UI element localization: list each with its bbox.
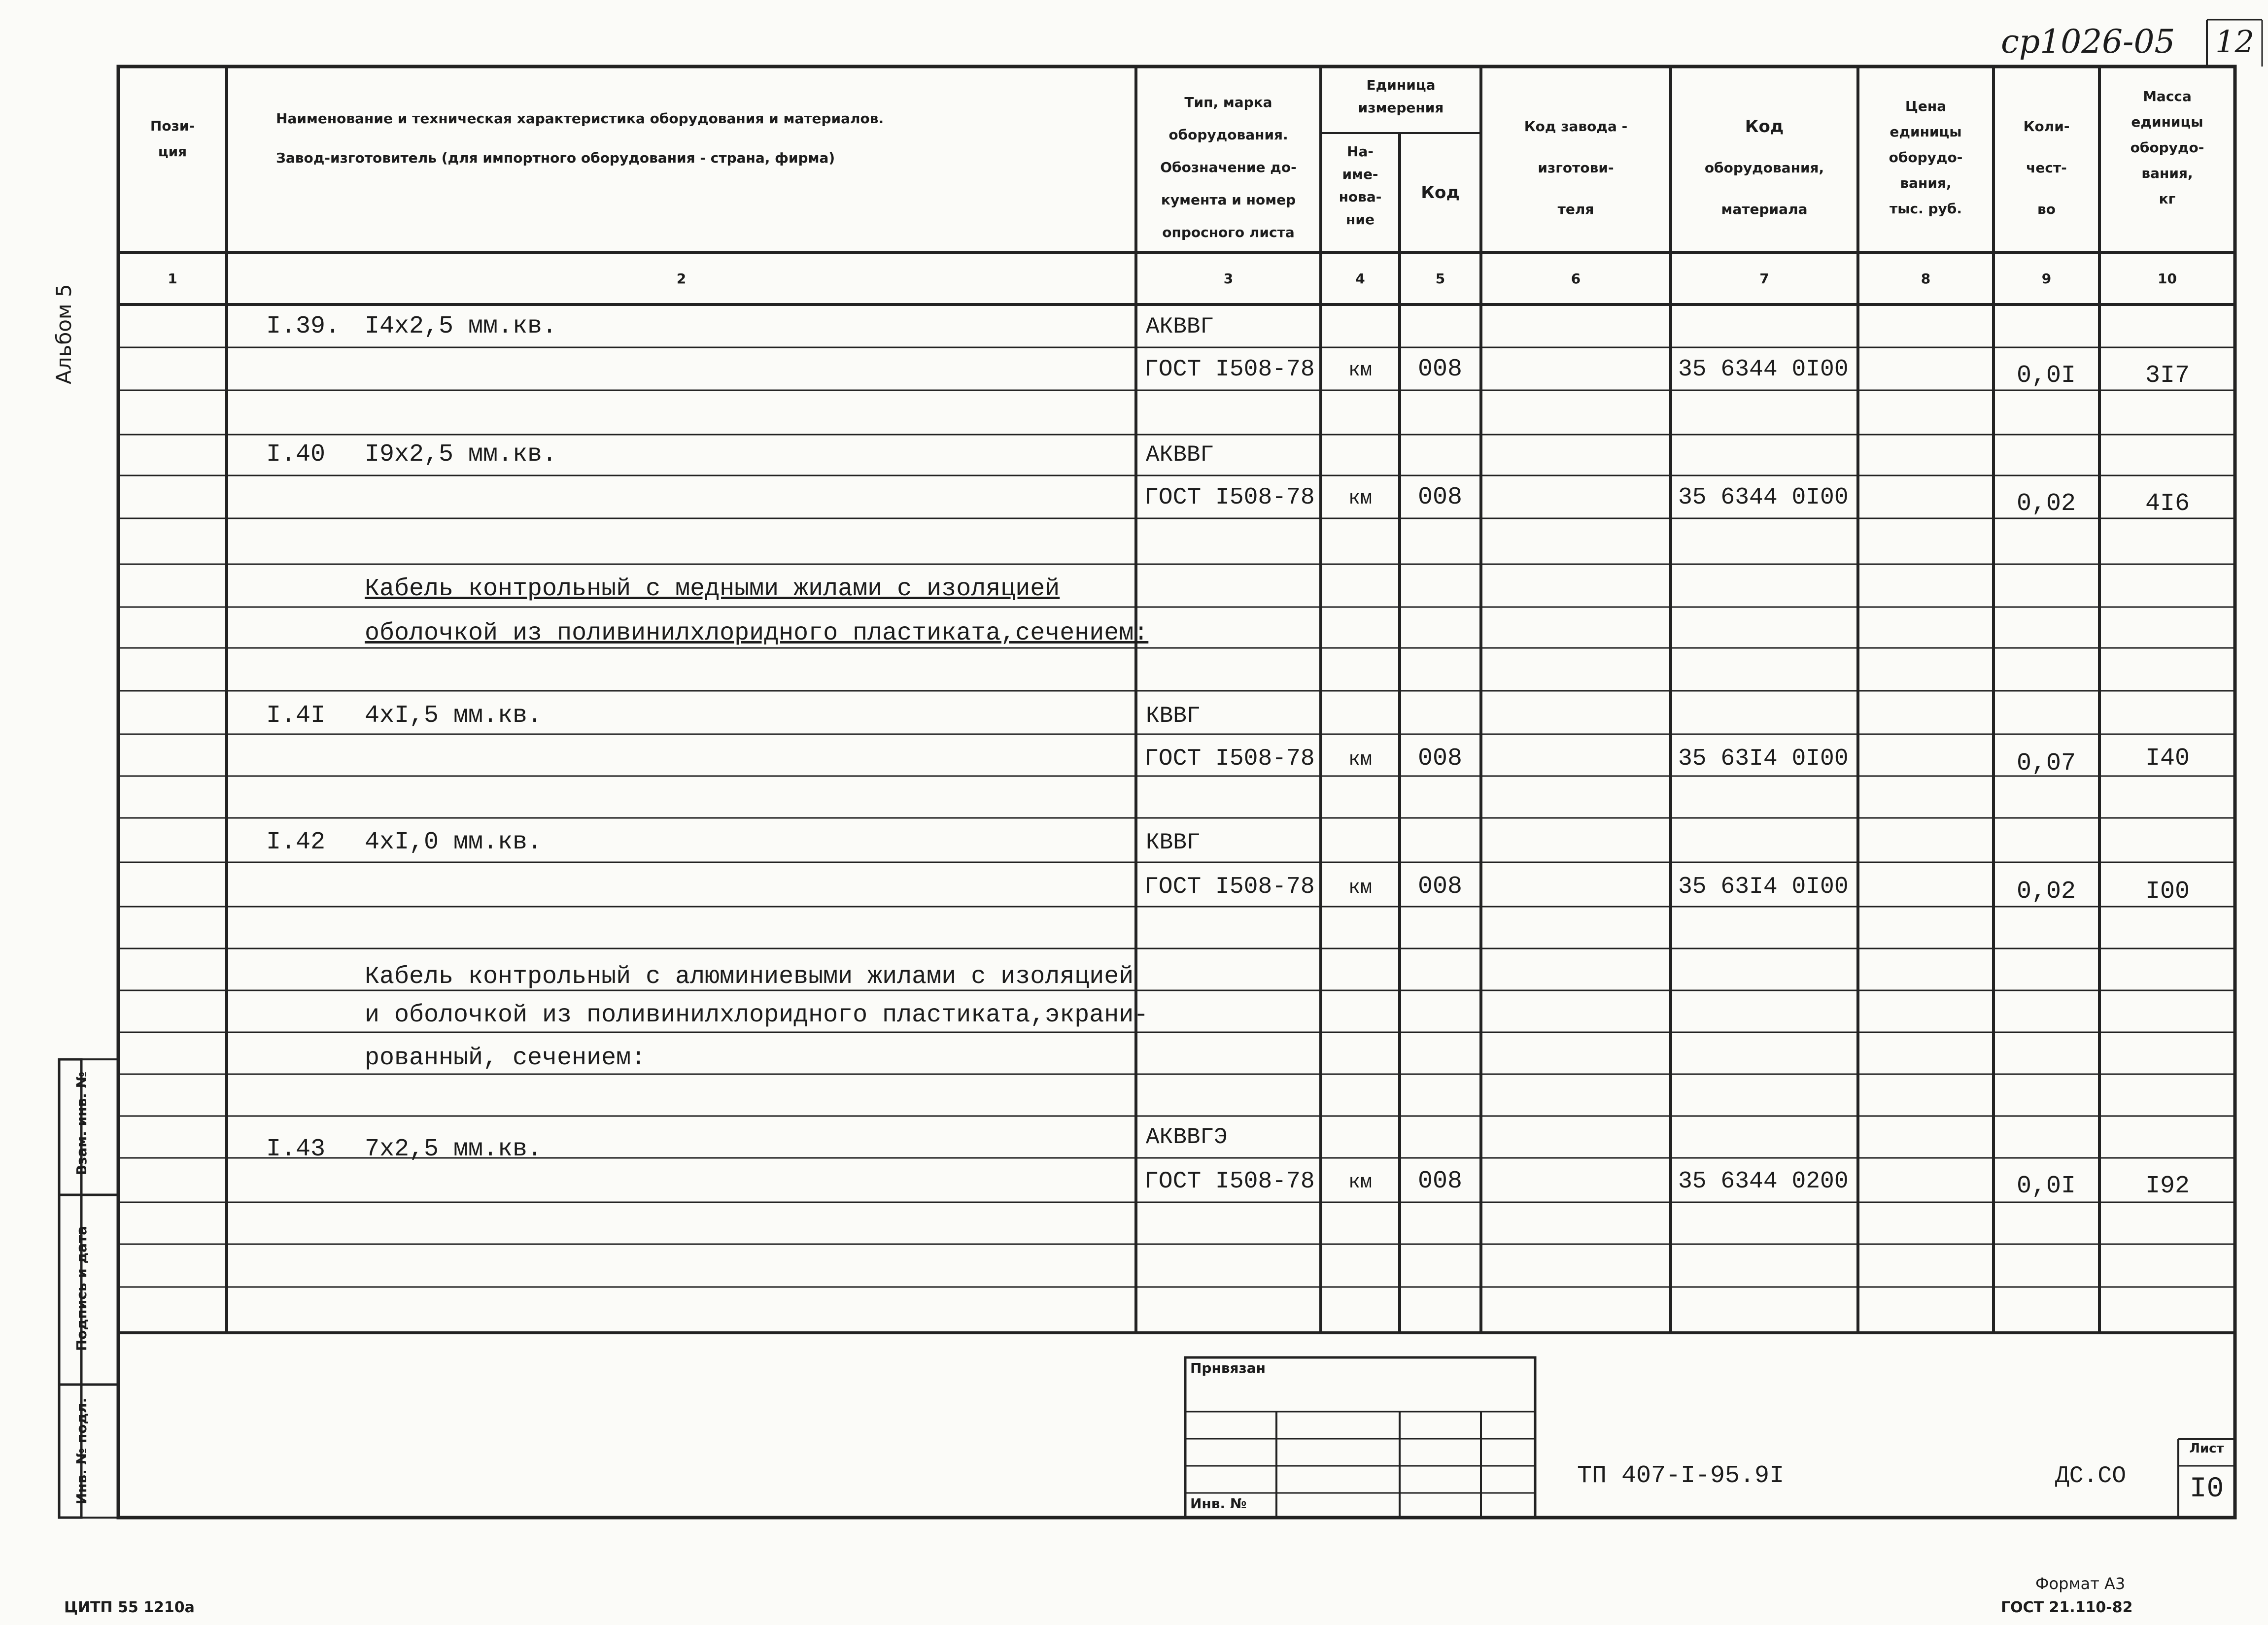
row-position: I.42 [266,828,326,856]
row-name: 7x2,5 мм.кв. [365,1135,543,1163]
header-quantity: Коли- чест- во [2023,118,2070,217]
row-document: ГОСТ I508-78 [1144,356,1315,383]
row-type: АКВВГ [1146,442,1214,468]
row-mass: 4I6 [2145,490,2190,518]
row-unit: км [1348,1172,1373,1194]
stamp-label-signature: Подпись и дата [73,1225,90,1352]
header-unit-mass: Масса единицы оборудо- вания, кг [2130,88,2204,207]
group-title-line: оболочкой из поливинилхлоридного пластиката,сечением: [365,619,1149,647]
header-material-code: Код оборудования, материала [1704,117,1824,217]
row-quantity: 0,07 [2016,749,2076,778]
row-unit-code: 008 [1417,483,1463,511]
row-position: I.39. [266,312,341,340]
header-unit-price: Цена единицы оборудо- вания, тыс. руб. [1889,98,1963,217]
document-code: ср1026-05 [2001,23,2175,61]
row-quantity: 0,02 [2016,490,2076,518]
row-type: КВВГ [1146,703,1201,729]
column-number: 1 [168,271,177,287]
column-number: 3 [1223,271,1234,287]
row-quantity: 0,0I [2016,362,2076,390]
row-type: АКВВГ [1146,314,1214,339]
title-block-inv: Инв. № [1190,1495,1247,1512]
stamp-label-replacement: Взам. инв. № [73,1071,90,1176]
row-material-code: 35 63I4 0I00 [1678,874,1849,900]
row-unit-code: 008 [1417,355,1463,383]
column-number: 5 [1435,271,1445,287]
row-document: ГОСТ I508-78 [1144,1168,1315,1195]
group-title-line: и оболочкой из поливинилхлоридного пластиката,экрани- [365,1001,1149,1029]
row-material-code: 35 6344 0I00 [1678,484,1849,511]
sheet-label: Лист [2189,1441,2224,1456]
row-quantity: 0,0I [2016,1172,2076,1200]
row-material-code: 35 6344 0I00 [1678,356,1849,383]
row-name: 4xI,5 мм.кв. [365,702,543,730]
stamp-label-original: Инв. № подл. [73,1397,90,1505]
row-unit-code: 008 [1417,873,1463,901]
row-material-code: 35 6344 0200 [1678,1168,1849,1195]
column-number: 2 [676,271,687,287]
footer-gost: ГОСТ 21.110-82 [2001,1599,2133,1616]
row-position: I.4I [266,702,326,730]
group-title-line: Кабель контрольный с медными жилами с изоляцией [365,575,1060,603]
header-unit-group: Единица измерения [1358,77,1444,116]
title-block-prikazan: Прнвязан [1190,1360,1266,1376]
row-unit: км [1348,749,1373,771]
album-label: Альбом 5 [52,284,76,384]
group-title-line: рованный, сечением: [365,1044,646,1072]
row-document: ГОСТ I508-78 [1144,745,1315,772]
row-position: I.40 [266,440,326,469]
row-name: 4xI,0 мм.кв. [365,828,543,856]
group-title-line: Кабель контрольный с алюминиевыми жилами с изоляцией [365,963,1134,991]
row-name: I4x2,5 мм.кв. [365,312,557,340]
header-factory-code: Код завода - изготови- теля [1524,118,1628,217]
header-unit-code: Код [1421,183,1460,203]
footer-format: Формат А3 [2035,1574,2126,1593]
row-position: I.43 [266,1135,326,1163]
row-mass: I92 [2145,1172,2190,1200]
row-material-code: 35 63I4 0I00 [1678,745,1849,772]
column-number: 6 [1571,271,1581,287]
header-position: Пози- ция [150,118,195,160]
row-mass: I40 [2145,745,2190,773]
page-number: 12 [2215,24,2254,60]
row-mass: I00 [2145,878,2190,906]
header-unit-name: На- име- нова- ние [1339,143,1382,228]
row-type: КВВГ [1146,830,1201,855]
row-document: ГОСТ I508-78 [1144,484,1315,511]
column-number: 7 [1759,271,1769,287]
row-unit: км [1348,488,1373,510]
row-document: ГОСТ I508-78 [1144,874,1315,900]
sheet-number: I0 [2189,1473,2224,1505]
header-type: Тип, марка оборудования. Обозначение до- кумента и номер опросного листа [1160,94,1297,240]
document-section: ДС.СО [2055,1463,2127,1490]
row-type: АКВВГЭ [1146,1124,1228,1150]
document-number: ТП 407-I-95.9I [1577,1462,1785,1490]
column-number: 10 [2158,271,2177,287]
row-unit-code: 008 [1417,745,1463,773]
column-number: 9 [2041,271,2052,287]
column-number: 4 [1355,271,1365,287]
row-name: I9x2,5 мм.кв. [365,440,557,469]
row-unit-code: 008 [1417,1167,1463,1195]
row-unit: км [1348,360,1373,382]
row-unit: км [1348,877,1373,899]
row-quantity: 0,02 [2016,878,2076,906]
row-mass: 3I7 [2145,362,2190,390]
column-number: 8 [1921,271,1931,287]
footer-code: ЦИТП 55 1210а [64,1599,195,1616]
header-name: Наименование и техническая характеристика оборудования и материалов. Завод-изготовитель (для импортного оборудования - страна, фирма) [276,110,884,166]
